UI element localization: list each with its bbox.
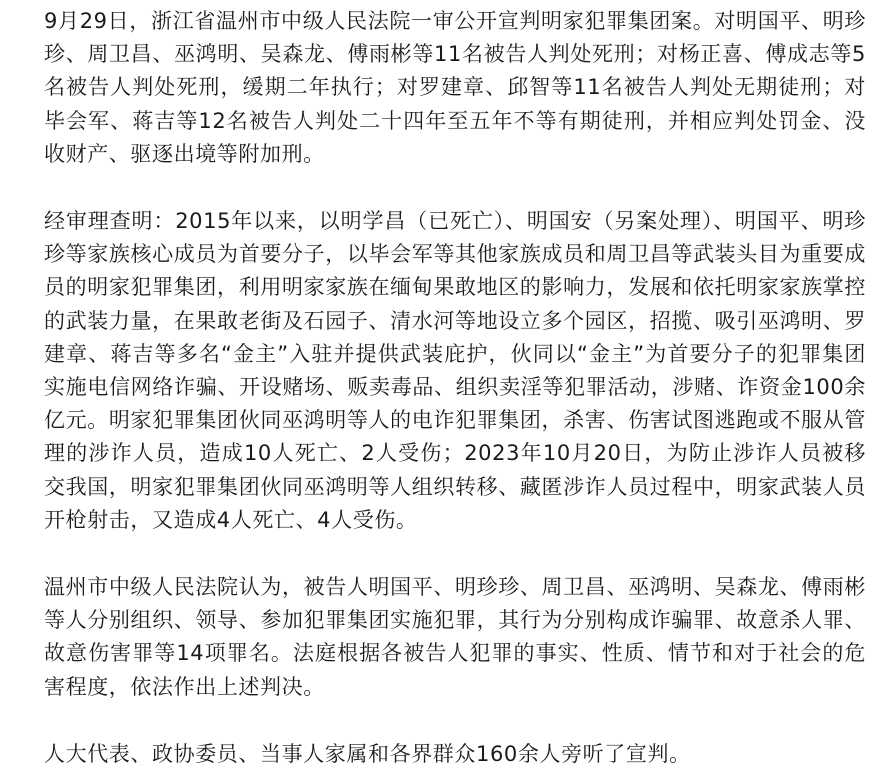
paragraph-court-opinion: 温州市中级人民法院认为，被告人明国平、明珍珍、周卫昌、巫鸿明、吴森龙、傅雨彬等人分别组织、领导、参加犯罪集团实施犯罪，其行为分别构成诈骗罪、故意杀人罪、故意伤害罪等14项罪名。法庭根据各被告人犯罪的事实、性质、情节和对于社会的危害程度，依法作出上述判决。 <box>44 575 866 699</box>
paragraph-spacer <box>44 704 866 738</box>
paragraph-attendance: 人大代表、政协委员、当事人家属和各界群众160余人旁听了宣判。 <box>44 741 691 766</box>
article-body <box>44 0 866 771</box>
paragraph-spacer <box>44 537 866 571</box>
paragraph-spacer <box>44 171 866 205</box>
paragraph-findings: 经审理查明：2015年以来，以明学昌（已死亡）、明国安（另案处理）、明国平、明珍珍等家族核心成员为首要分子，以毕会军等其他家族成员和周卫昌等武装头目为重要成员的明家犯罪集团，利用明家家族在缅甸果敢地区的影响力，发展和依托明家家族掌控的武装力量，在果敢老街及石园子、清水河等地设立多个园区，招揽、吸引巫鸿明、罗建章、蒋吉等多名“金主”入驻并提供武装庇护，伙同以“金主”为首要分子的犯罪集团实施电信网络诈骗、开设赌场、贩卖毒品、组织卖淫等犯罪活动，涉赌、诈资金100余亿元。明家犯罪集团伙同巫鸿明等人的电诈犯罪集团，杀害、伤害试图逃跑或不服从管理的涉诈人员，造成10人死亡、2人受伤；2023年10月20日，为防止涉诈人员被移交我国，明家犯罪集团伙同巫鸿明等人组织转移、藏匿涉诈人员过程中，明家武装人员开枪射击，又造成4人死亡、4人受伤。 <box>44 209 866 532</box>
paragraph-verdict: 9月29日，浙江省温州市中级人民法院一审公开宣判明家犯罪集团案。对明国平、明珍珍、周卫昌、巫鸿明、吴森龙、傅雨彬等11名被告人判处死刑；对杨正喜、傅成志等5名被告人判处死刑，缓期二年执行；对罗建章、邱智等11名被告人判处无期徒刑；对毕会军、蒋吉等12名被告人判处二十四年至五年不等有期徒刑，并相应判处罚金、没收财产、驱逐出境等附加刑。 <box>44 9 866 166</box>
